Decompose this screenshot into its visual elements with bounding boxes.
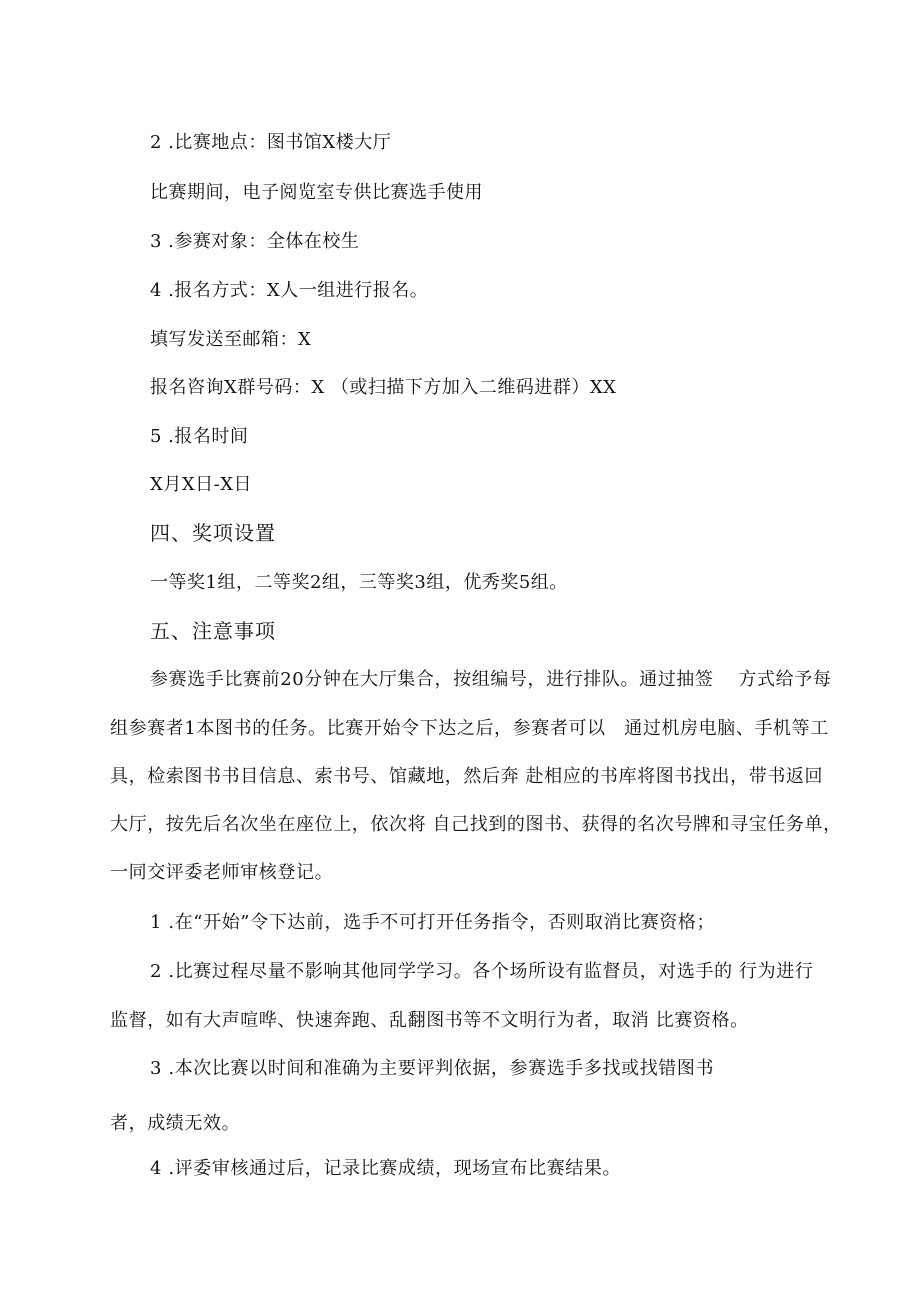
registration-email: 填写发送至邮箱：X bbox=[150, 329, 312, 350]
section-notes-title: 五、注意事项 bbox=[150, 619, 276, 643]
rule-1: 1 .在“开始”令下达前，选手不可打开任务指令，否则取消比赛资格； bbox=[150, 912, 716, 933]
notes-intro-line: 一同交评委老师审核登记。 bbox=[110, 862, 334, 883]
registration-consult: 报名咨询X群号码：X （或扫描下方加入二维码进群）XX bbox=[150, 377, 617, 398]
notes-intro-line: 大厅，按先后名次坐在座位上，依次将 自己找到的图书、获得的名次号牌和寻宝任务单， bbox=[110, 814, 842, 835]
notes-intro-line: 具，检索图书书目信息、索书号、馆藏地，然后奔 赴相应的书库将图书找出，带书返回 bbox=[110, 766, 824, 787]
registration-time-value: X月X日-X日 bbox=[150, 474, 253, 495]
competition-location: 2 .比赛地点：图书馆X楼大厅 bbox=[150, 132, 392, 153]
participants: 3 .参赛对象：全体在校生 bbox=[150, 231, 360, 252]
reading-room-note: 比赛期间，电子阅览室专供比赛选手使用 bbox=[150, 182, 483, 203]
rule-3-line: 3 .本次比赛以时间和准确为主要评判依据，参赛选手多找或找错图书 bbox=[150, 1058, 715, 1079]
section-awards-title: 四、奖项设置 bbox=[150, 521, 276, 545]
section-awards-text: 一等奖1组，二等奖2组，三等奖3组，优秀奖5组。 bbox=[150, 572, 568, 593]
rule-2-line: 2 .比赛过程尽量不影响其他同学学习。各个场所设有监督员，对选手的 行为进行 bbox=[150, 961, 814, 982]
notes-intro-line: 组参赛者1本图书的任务。比赛开始令下达之后，参赛者可以 通过机房电脑、手机等工 bbox=[110, 718, 829, 739]
registration-time-label: 5 .报名时间 bbox=[150, 426, 249, 447]
rule-3-line: 者，成绩无效。 bbox=[110, 1113, 241, 1134]
notes-intro-line: 参赛选手比赛前20分钟在大厅集合，按组编号，进行排队。通过抽签 方式给予每 bbox=[150, 669, 832, 690]
registration-method: 4 .报名方式：X人一组进行报名。 bbox=[150, 280, 429, 301]
rule-4: 4 .评委审核通过后，记录比赛成绩，现场宣布比赛结果。 bbox=[150, 1158, 622, 1179]
rule-2-line: 监督，如有大声喧哗、快速奔跑、乱翻图书等不文明行为者，取消 比赛资格。 bbox=[110, 1010, 749, 1031]
